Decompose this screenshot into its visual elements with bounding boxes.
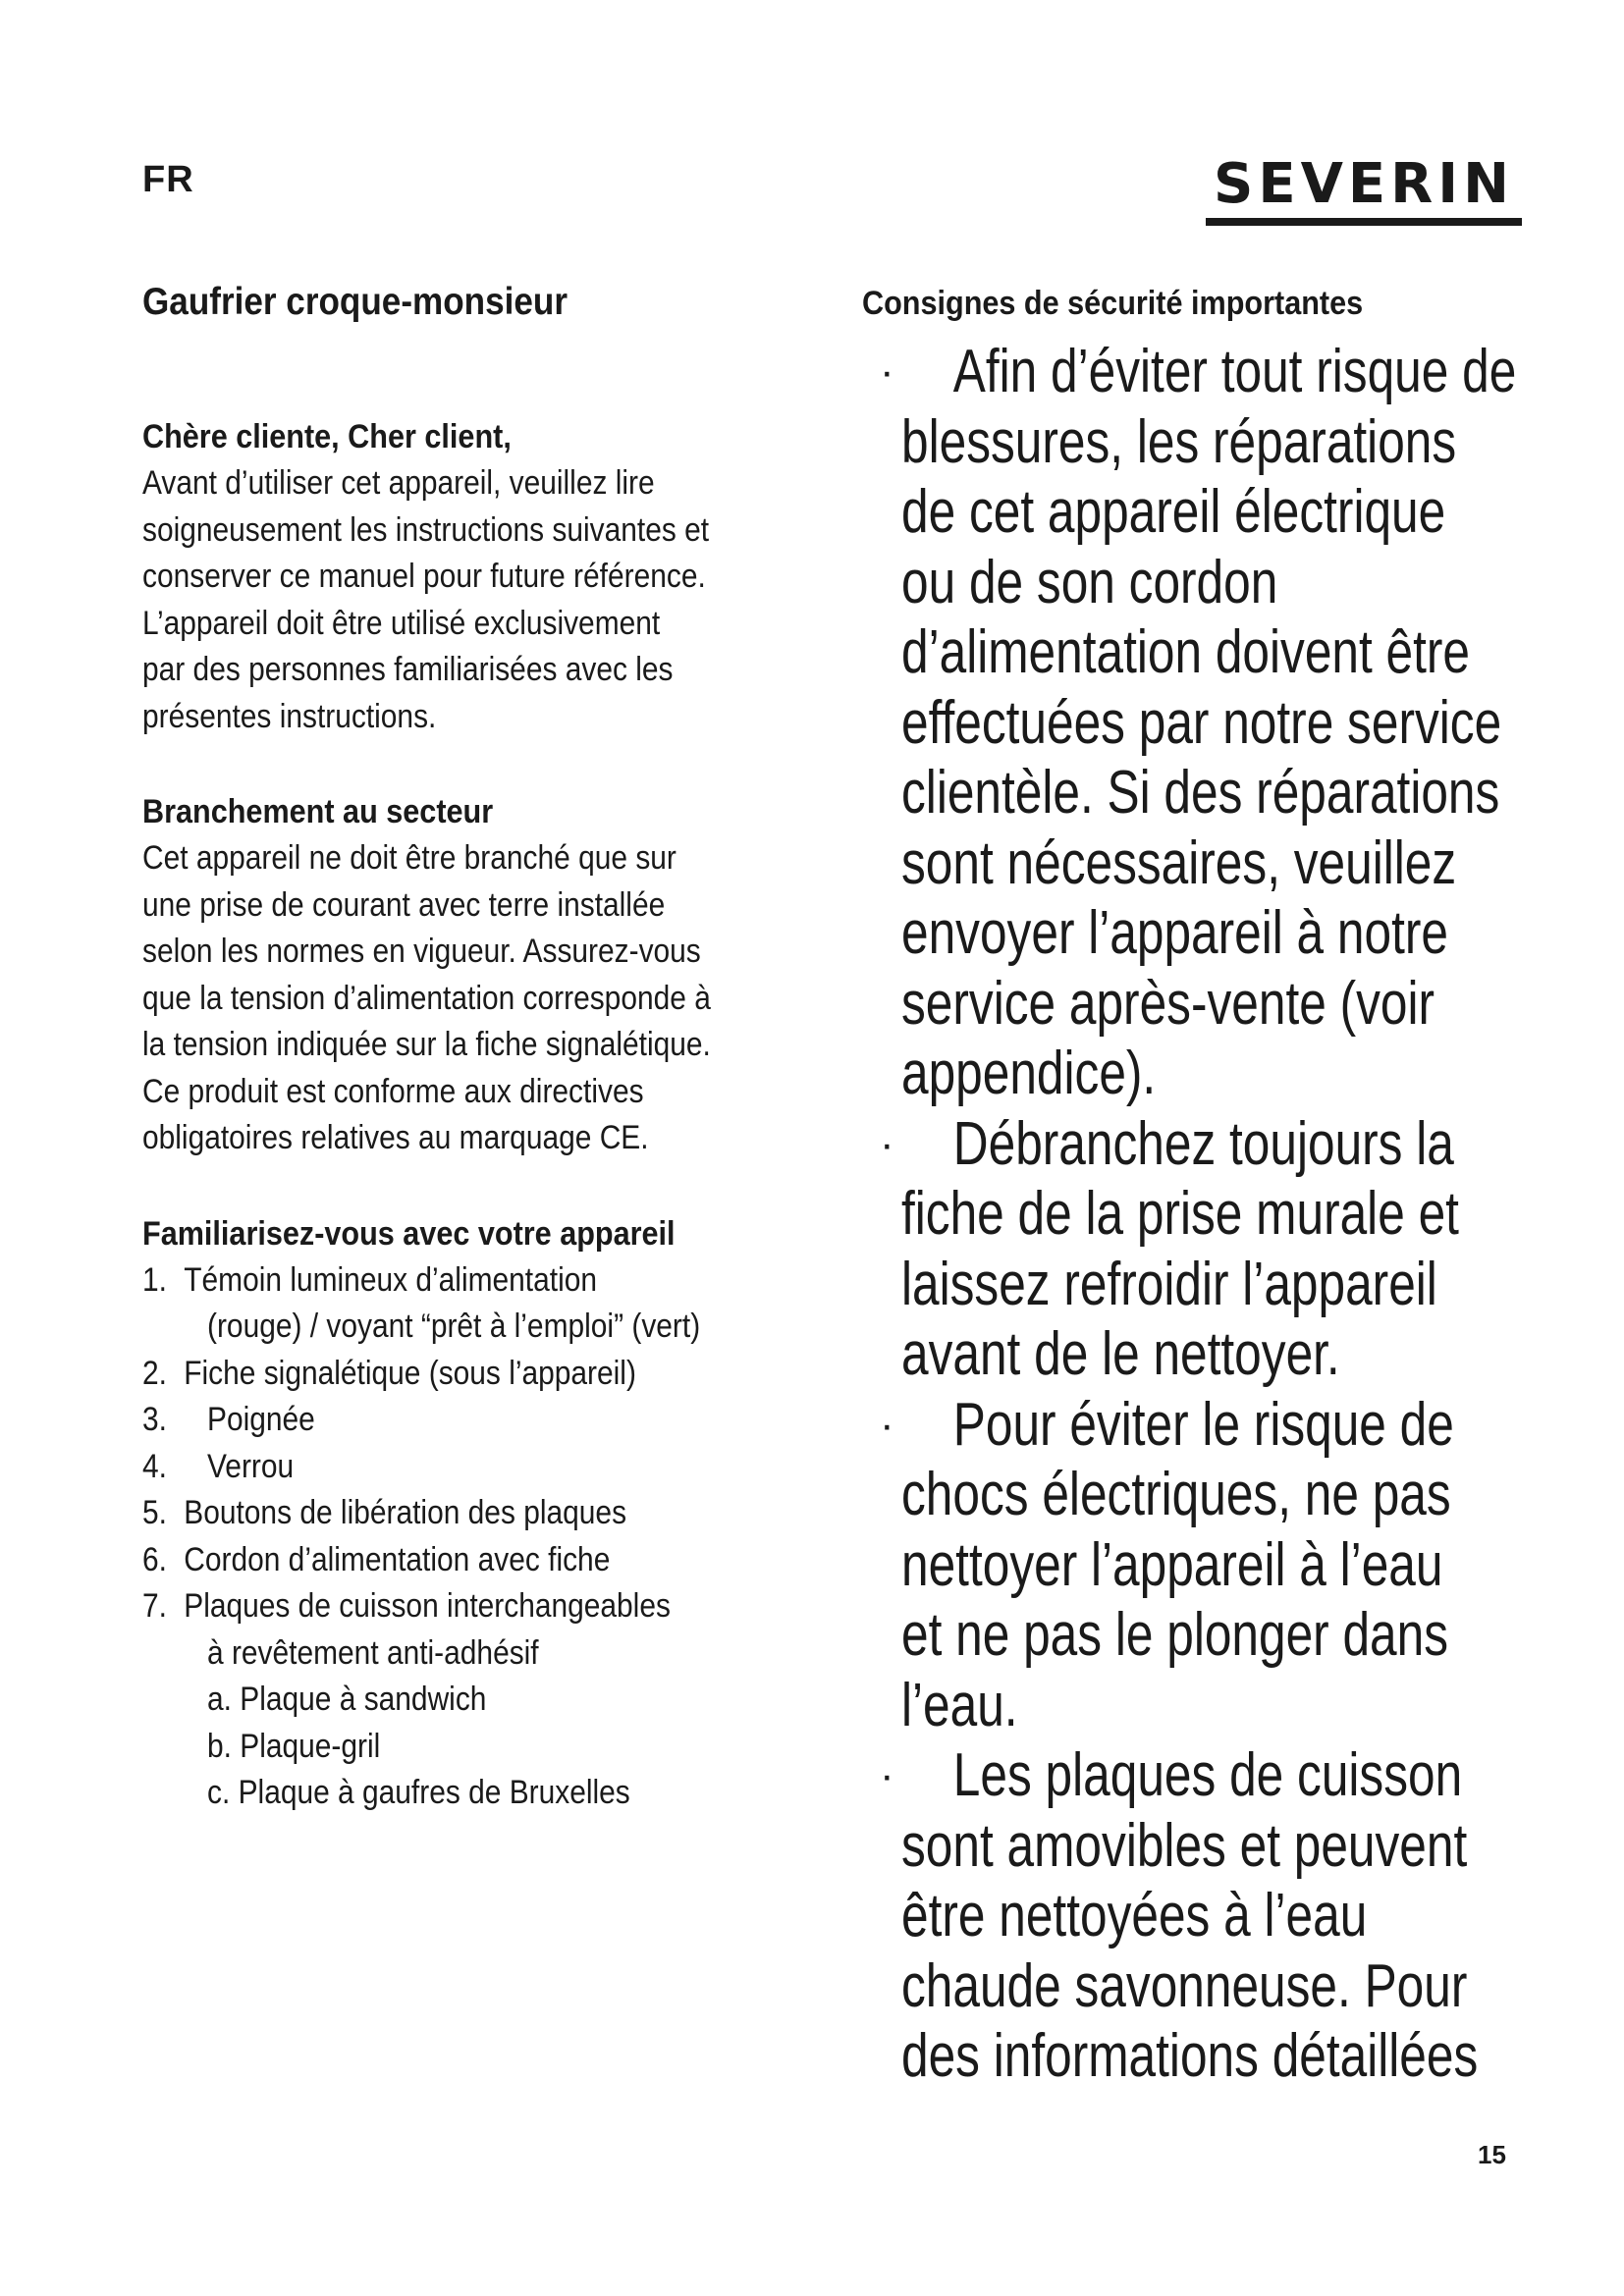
item-text: Cordon d’alimentation avec fiche	[184, 1540, 611, 1578]
intro-line: par des personnes familiarisées avec les	[142, 651, 674, 688]
brand-logo	[1206, 152, 1522, 226]
mains-line: que la tension d’alimentation corresponde à	[142, 979, 711, 1017]
item-number: 3.	[142, 1401, 167, 1438]
item-text: à revêtement anti-adhésif	[207, 1633, 539, 1672]
bullet-line: fiche de la prise murale et	[901, 1180, 1459, 1248]
mains-line: obligatoires relatives au marquage CE.	[142, 1119, 649, 1156]
bullet-line: service après-vente (voir	[901, 969, 1435, 1038]
intro-paragraph	[142, 460, 830, 740]
intro-line: soigneusement les instructions suivantes et	[142, 510, 710, 549]
mains-line: la tension indiquée sur la fiche signalétique.	[142, 1026, 711, 1063]
parts-list-item-continuation	[142, 1630, 747, 1678]
parts-list-subitem	[142, 1724, 747, 1771]
item-text: a. Plaque à sandwich	[207, 1681, 487, 1718]
bullet-line: être nettoyées à l’eau	[901, 1882, 1368, 1949]
bullet-line: l’eau.	[901, 1671, 1018, 1739]
intro-heading: Chère cliente, Cher client,	[142, 418, 512, 455]
page-number: 15	[1478, 2140, 1506, 2169]
item-text: Plaques de cuisson interchangeables	[184, 1587, 671, 1625]
bullet-line: et ne pas le plonger dans	[901, 1601, 1449, 1669]
bullet-line: appendice).	[901, 1040, 1157, 1107]
item-number: 7.	[142, 1587, 167, 1625]
item-text: Témoin lumineux d’alimentation	[184, 1260, 597, 1299]
parts-list-item	[142, 1583, 747, 1630]
bullet-line: Pour éviter le risque de	[952, 1390, 1454, 1459]
bullet-line: avant de le nettoyer.	[901, 1320, 1340, 1388]
item-number: 5.	[142, 1494, 167, 1531]
intro-line: conserver ce manuel pour future référence.	[142, 558, 706, 595]
language-code: FR	[142, 159, 194, 200]
safety-bullet	[862, 1390, 1569, 1741]
item-number: 4.	[142, 1447, 167, 1485]
item-number: 2.	[142, 1354, 167, 1392]
bullet-line: de cet appareil électrique	[901, 478, 1446, 546]
intro-section	[142, 414, 830, 740]
parts-list-item	[142, 1537, 747, 1584]
parts-list-subitem	[142, 1677, 747, 1724]
bullet-line: envoyer l’appareil à notre	[901, 899, 1448, 967]
bullet-line: Débranchez toujours la	[952, 1109, 1454, 1178]
parts-list-item	[142, 1397, 747, 1444]
page-title: Gaufrier croque-monsieur	[142, 281, 568, 323]
item-text: Fiche signalétique (sous l’appareil)	[184, 1354, 636, 1392]
bullet-line: Afin d’éviter tout risque de	[952, 338, 1517, 405]
parts-list-item	[142, 1490, 747, 1537]
brand-logo-text: SEVERIN	[1213, 152, 1514, 216]
parts-list-item	[142, 1257, 747, 1305]
parts-list-item	[142, 1444, 747, 1491]
bullet-line: Les plaques de cuisson	[952, 1741, 1463, 1809]
mains-line: selon les normes en vigueur. Assurez-vous	[142, 933, 701, 970]
familiarise-section	[142, 1211, 830, 1817]
bullet-line: d’alimentation doivent être	[901, 618, 1471, 686]
familiarise-heading: Familiarisez-vous avec votre appareil	[142, 1214, 676, 1253]
mains-line: une prise de courant avec terre installée	[142, 885, 666, 924]
bullet-line: chaude savonneuse. Pour	[901, 1951, 1468, 2020]
safety-bullet	[862, 1740, 1569, 2092]
intro-line: Avant d’utiliser cet appareil, veuillez lire	[142, 464, 655, 502]
item-number: 6.	[142, 1540, 167, 1578]
brand-logo-underline	[1206, 218, 1522, 226]
parts-list-subitem	[142, 1770, 747, 1817]
bullet-line: clientèle. Si des réparations	[901, 759, 1500, 827]
mains-paragraph	[142, 835, 830, 1162]
intro-line: L’appareil doit être utilisé exclusivement	[142, 604, 661, 642]
bullet-line: chocs électriques, ne pas	[901, 1461, 1451, 1528]
item-text: c. Plaque à gaufres de Bruxelles	[207, 1774, 630, 1811]
bullet-line: ou de son cordon	[901, 548, 1278, 616]
item-text: Boutons de libération des plaques	[184, 1494, 627, 1531]
bullet-line: blessures, les réparations	[901, 407, 1457, 476]
left-column	[142, 281, 830, 1817]
item-text: Poignée	[207, 1401, 315, 1438]
bullet-line: effectuées par notre service	[901, 688, 1502, 757]
safety-bullet	[862, 337, 1569, 1109]
bullet-line: laissez refroidir l’appareil	[901, 1250, 1437, 1318]
parts-list	[142, 1257, 830, 1817]
item-text: Verrou	[207, 1447, 295, 1485]
bullet-marker: ·	[880, 1400, 894, 1449]
bullet-line: nettoyer l’appareil à l’eau	[901, 1530, 1443, 1599]
bullet-line: des informations détaillées	[901, 2022, 1479, 2090]
item-number: 1.	[142, 1260, 167, 1299]
bullet-line: sont nécessaires, veuillez	[901, 828, 1457, 897]
right-column	[862, 281, 1569, 2092]
item-text: b. Plaque-gril	[207, 1727, 381, 1765]
bullet-marker: ·	[880, 1751, 894, 1799]
safety-bullet-list	[862, 337, 1569, 2092]
intro-line: présentes instructions.	[142, 697, 437, 735]
mains-section	[142, 789, 830, 1162]
parts-list-item-continuation	[142, 1304, 747, 1351]
item-text: (rouge) / voyant “prêt à l’emploi” (vert)	[207, 1308, 701, 1345]
mains-line: Cet appareil ne doit être branché que sur	[142, 839, 677, 877]
bullet-line: sont amovibles et peuvent	[901, 1811, 1468, 1880]
mains-heading: Branchement au secteur	[142, 793, 494, 830]
safety-bullet	[862, 1109, 1569, 1390]
bullet-marker: ·	[880, 347, 894, 396]
parts-list-item	[142, 1351, 747, 1398]
safety-heading: Consignes de sécurité importantes	[862, 285, 1364, 322]
mains-line: Ce produit est conforme aux directives	[142, 1072, 644, 1110]
bullet-marker: ·	[880, 1119, 894, 1168]
